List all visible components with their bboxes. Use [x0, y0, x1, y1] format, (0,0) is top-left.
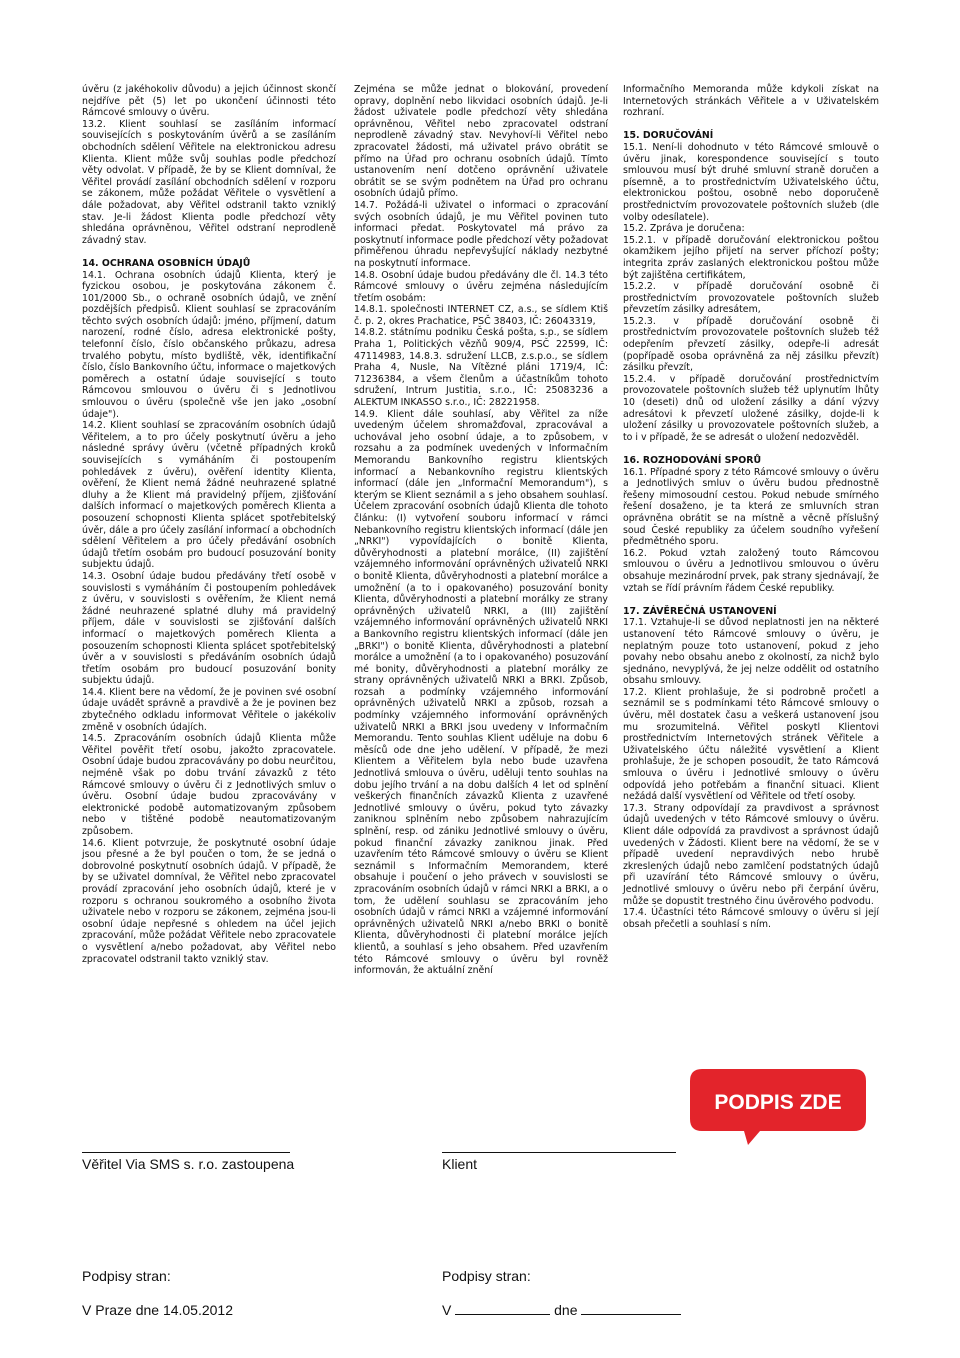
paragraph: 14.8.1. společnosti INTERNET CZ, a.s., se sídlem Ktiš č. p. 2, okres Prachatice, PSČ 38403, IČ: 26043319,	[354, 304, 608, 327]
paragraph: 15.2. Zpráva je doručena:	[623, 223, 745, 235]
paragraph-gap	[623, 119, 879, 131]
right-signatory-name: Klient	[442, 1156, 478, 1172]
left-place-date: V Praze dne 14.05.2012	[82, 1302, 234, 1318]
paragraph: úvěru (z jakéhokoliv důvodu) a jejich účinnost skončí nejdříve pět (5) let po ukončení účinnosti této Rámcové smlouvy o úvěru.	[82, 84, 336, 119]
paragraph: 13.2. Klient souhlasí se zasíláním informací souvisejících s poskytováním úvěrů a se zasíláním obchodních sdělení Věřitele na elektronickou adresu Klienta. Klient může svůj souhlas podle předchozí věty odvolat. V případě, že by se Klient domníval, že Věřitel provádí zasílání obchodních sdělení v rozporu se zákonem, může požádat Věřitele o vysvětlení a dále požadovat, aby Věřitel odstranil takto vzniklý stav. Je-li žádost Klienta podle předchozí věty shledána oprávněnou, Věřitel odstraní neprodleně závadný stav.	[82, 118, 336, 246]
paragraph: 14.5. Zpracováním osobních údajů Klienta může Věřitel pověřit třetí osobu, jakožto zpracovatele. Osobní údaje budou zpracovávány po dobu neurčitou, nejméně však po dobu trvání závazků z této Rámcové smlouvy o úvěru či z Jednotlivých smluv o úvěru. Osobní údaje budou zpracovávány v elektronické podobě automatizovaným způsobem nebo v tištěné podobě neautomatizovaným způsobem.	[82, 733, 337, 837]
paragraph: 17.3. Strany odpovídají za pravdivost a správnost údajů uvedených v této Rámcové smlouvy o úvěru. Klient dále odpovídá za pravdivost a správnost údajů uvedených v Žádosti. Klient bere na vědomí, že se v případě uvedení nepravdivých nebo hrubě zkreslených údajů nebo zamlčení podstatných údajů při uzavírání této Rámcové smlouvy o úvěru, Jednotlivé smlouvy o úvěru nebo při čerpání úvěru, může se dopustit trestného činu úvěrového podvodu.	[623, 802, 879, 907]
section-heading: 14. OCHRANA OSOBNÍCH ÚDAJŮ	[82, 257, 251, 269]
left-signature-line[interactable]	[82, 1152, 290, 1153]
right-signature-heading: Podpisy stran:	[442, 1268, 531, 1284]
paragraph: 15.2.3. v případě doručování osobně či prostřednictvím provozovatele poštovních služeb též odepřením převzetí zásilky, odepře-li adresát (popřípadě osoba oprávněná za něj zásilku převzít) zásilku převzít,	[623, 315, 879, 374]
paragraph: 14.8. Osobní údaje budou předávány dle čl. 14.3 této Rámcové smlouvy o úvěru zejména následujícím třetím osobám:	[354, 269, 608, 304]
date-blank-line[interactable]	[581, 1302, 681, 1315]
paragraph: 15.2.4. v případě doručování prostřednictvím provozovatele poštovních služeb též uplynutím lhůty 10 (deseti) dnů od uložení zásilky a dání výzvy adresátovi k převzetí uložené zásilky, dojde-li k uložení zásilky u provozovatele poštovních služeb, a to i v případě, že se adresát o uložení nedozvěděl.	[623, 373, 879, 443]
paragraph: 17.4. Účastníci této Rámcové smlouvy o úvěru si její obsah přečetli a souhlasí s ním.	[623, 907, 879, 930]
paragraph: 14.2. Klient souhlasí se zpracováním osobních údajů Věřitelem, a to pro účely poskytnutí úvěru a jeho následné správy úvěru (včetně případných kroků souvisejících s vymáháním či postoupením pohledávek z úvěru), ověření identity Klienta, ověření, že Klient nemá žádné neuhrazené splatné dluhy a že Klient má pravidelný příjem, zjišťování dalších informací o majetkových poměrech Klienta a posouzení schopnosti Klienta splácet spotřebitelský úvěr, dále a pro účely zasílání informací a obchodních sdělení Věřitelem a pro účely předávání osobních údajů třetím osobám pro budoucí posuzování bonity subjektu údajů.	[82, 420, 336, 571]
paragraph: 16.1. Případné spory z této Rámcové smlouvy o úvěru a Jednotlivých smluv o úvěru budou přednostně řešeny mimosoudní cestou. Pokud nebude smírného řešení dosaženo, je ta která ze smluvních stran oprávněna obrátit se na místně a věcně příslušný soud České republiky za účelem soudního vyřešení předmětného sporu.	[623, 466, 879, 548]
paragraph: 17.1. Vztahuje-li se důvod neplatnosti jen na některé ustanovení této Rámcové smlouvy o úvěru, je neplatným pouze toto ustanovení, pokud z jeho povahy nebo obsahu anebo z okolností, za nichž bylo sjednáno, nevyplývá, že jej nelze oddělit od ostatního obsahu smlouvy.	[623, 617, 879, 687]
paragraph: 14.7. Požádá-li uživatel o informaci o zpracování svých osobních údajů, je mu Věřitel povinen tuto informaci předat. Poskytovatel má právo za poskytnutí informace podle předchozí věty požadovat přiměřenou úhradu nepřevyšující náklady nezbytné na poskytnutí informace.	[354, 199, 608, 269]
paragraph: Zejména se může jednat o blokování, provedení opravy, doplnění nebo likvidaci osobních údajů. Je-li žádost uživatele podle předchozí věty shledána oprávněnou, Věřitel nebo zpracovatel odstraní neprodleně závadný stav. Nevyhoví-li Věřitel nebo zpracovatel žádosti, má uživatel právo obrátit se přímo na Úřad pro ochranu osobních údajů. Tímto ustanovením není dotčeno oprávnění uživatele obrátit se se svým podnětem na Úřad pro ochranu osobních údajů přímo.	[354, 84, 608, 200]
left-signature-heading: Podpisy stran:	[82, 1268, 171, 1284]
paragraph: 15.2.1. v případě doručování elektronickou poštou okamžikem jejího přijetí na server příchozí pošty; integrita zpráv zaslaných elektronickou poštou může být zajištěna certifikátem,	[623, 234, 879, 281]
paragraph: 14.3. Osobní údaje budou předávány třetí osobě v souvislosti s vymáháním či postoupením pohledávek z úvěru, v souvislosti s ověřením, že Klient nemá žádné neuhrazené splatné dluhy má pravidelný příjem, dále v souvislosti se zjišťování dalších informací o majetkových poměrech Klienta a posouzením schopnosti Klienta splácet spotřebitelský úvěr a v souvislosti s předáváním osobních údajů třetím osobám pro budoucí posuzování bonity subjektu údajů.	[82, 570, 336, 687]
paragraph: 14.8.2. státnímu podniku Česká pošta, s.p., se sídlem Praha 1, Politických vězňů 909/4, PSČ 22599, IČ: 47114983, 14.8.3. sdružení LLCB, z.s.p.o., se sídlem Praha 4, Nusle, Na Vítězné pláni 1719/4, IČ: 71236384, a všem členům a účastníkům tohoto sdružení, Intrum Justitia, s.r.o., IČ: 25083236 a ALEKTUM INKASSO s.r.o., IČ: 28221958.	[354, 327, 608, 409]
paragraph: 15.1. Není-li dohodnuto v této Rámcové smlouvě o úvěru jinak, korespondence související s touto smlouvou musí být druhé smluvní straně doručen a písemně, a to prostřednictvím Uživatelského účtu, elektronickou poštou, osobně nebo doporučeně prostřednictvím provozovatele poštovních služeb (dle volby odesílatele).	[623, 141, 879, 223]
section-heading: 16. ROZHODOVÁNÍ SPORŮ	[623, 455, 762, 466]
paragraph-gap	[82, 246, 336, 258]
paragraph: 14.4. Klient bere na vědomí, že je povinen své osobní údaje uvádět správně a pravdivě a že je povinen bez zbytečného odkladu informovat Věřitele o jakékoliv změně v osobních údajích.	[82, 686, 336, 733]
paragraph: 14.6. Klient potvrzuje, že poskytnuté osobní údaje jsou přesné a že byl poučen o tom, že se jedná o dobrovolné poskytnutí osobních údajů. V případě, že by se uživatel domníval, že Věřitel nebo zpracovatel provádí zpracování jeho osobních údajů, které je v rozporu s ochranou soukromého a osobního života uživatele nebo v rozporu se zákonem, zejména jsou-li osobní údaje nepřesné s ohledem na účel jejich zpracování, může požádat Věřitele nebo zpracovatele o vysvětlení a/nebo požadovat, aby Věřitel nebo zpracovatel odstranil takto vzniklý stav.	[82, 837, 336, 965]
paragraph: 14.9. Klient dále souhlasí, aby Věřitel za níže uvedeným účelem shromažďoval, zpracovával a uchovával jeho osobní údaje, a to způsobem, v rozsahu a za podmínek uvedených v Informačním Memorandu Bankovního registru klientských informací a Nebankovního registru klientských informací (dále jen „Informační Memorandum"), s kterým se Klient seznámil a s jeho obsahem souhlasí. Účelem zpracování osobních údajů Klienta dle tohoto článku: (I) vytvoření souboru informací v rámci Nebankovního registru klientských informací (dále jen „NRKI") vypovídajících o bonitě Klienta, důvěryhodnosti a platební morálce, (II) zajištění vzájemného informování oprávněných uživatelů NRKI o bonitě Klienta, důvěryhodnosti a platební morálce a umožnění (a to i opakovaného) posuzování bonity Klienta, důvěryhodnosti a platební morálky ze strany oprávněných uživatelů NRKI, a (III) zajištění vzájemného informování oprávněných uživatelů NRKI a Bankovního registru klientských informací (dále jen „BRKI") o bonitě Klienta, důvěryhodnosti a platební morálce a umožnění (a to i opakovaného) posuzování mé bonity, důvěryhodnosti a platební morálky ze strany oprávněných uživatelů NRKI a BRKI. Způsob, rozsah a podmínky vzájemného informování oprávněných uživatelů NRKI a způsob, rozsah a podmínky vzájemného informování oprávněných uživatelů NRKI a BRKI jsou uvedeny v Informačním Memorandu. Tento souhlas Klient uděluje na dobu 6 měsíců ode dne jeho udělení. V případě, že mezi Klientem a Věřitelem byla nebo bude uzavřena Jednotlivá smlouva o úvěru, uděluji tento souhlas na dobu jejího trvání a na dobu dalších 4 let od splnění veškerých finančních závazků Klienta z uzavřené Jednotlivé smlouvy o úvěru, pokud tyto závazky zaniknou splněním nebo způsobem nahrazujícím splnění, resp. od zániku Jednotlivé smlouvy o úvěru, pokud finanční závazky zaniknou jinak. Před uzavřením této Rámcové smlouvy o úvěru se Klient seznámil s Informačním Memorandem, které obsahuje i poučení o jeho právech v souvislosti se zpracováním osobních údajů v rámci NRKI a BRKI, a o tom, že udělení souhlasu se zpracováním jeho osobních údajů v rámci NRKI a vzájemné informování oprávněných uživatelů NRKI a/nebo BRKI o bonitě Klienta, důvěryhodnosti či platební morálce jejích klientů, a souhlasí s jeho obsahem. Před uzavřením této Rámcové smlouvy o úvěru byl rovněž informován, že aktuální znění	[354, 408, 608, 977]
paragraph: 15.2.2. v případě doručování osobně či prostřednictvím provozovatele poštovních služeb převzetím zásilky adresátem,	[623, 281, 879, 316]
text-column-left	[82, 84, 336, 965]
right-signature-line[interactable]	[442, 1152, 676, 1153]
right-place-prefix: V	[442, 1302, 452, 1318]
sign-here-stamp[interactable]	[652, 1035, 888, 1175]
section-heading: 15. DORUČOVÁNÍ	[623, 130, 714, 142]
left-signatory-name: Věřitel Via SMS s. r.o. zastoupena	[82, 1156, 295, 1172]
text-column-middle	[354, 84, 608, 977]
right-place-date[interactable]	[442, 1302, 681, 1318]
text-column-right	[623, 84, 879, 930]
stamp-label: PODPIS ZDE	[714, 1091, 842, 1114]
paragraph-gap	[623, 594, 879, 606]
right-date-word: dne	[554, 1302, 578, 1318]
section-heading: 17. ZÁVĚREČNÁ USTANOVENÍ	[623, 605, 777, 617]
paragraph: 16.2. Pokud vztah založený touto Rámcovou smlouvou o úvěru a Jednotlivou smlouvou o úvěru obsahuje mezinárodní prvek, pak strany sjednávají, že vztah se řídí právním řádem České republiky.	[623, 547, 879, 594]
paragraph-gap	[623, 443, 879, 455]
place-blank-line[interactable]	[455, 1302, 550, 1315]
paragraph: Informačního Memoranda může kdykoli získat na Internetových stránkách Věřitele a v Uživatelském rozhraní.	[623, 84, 879, 119]
paragraph: 17.2. Klient prohlašuje, že si podrobně pročetl a seznámil se s podmínkami této Rámcové smlouvy o úvěru, měl dostatek času a veškerá ustanovení jsou mu srozumitelná. Věřitel poskytl Klientovi prostřednictvím Internetových stránek Věřitele a Uživatelského účtu náležité vysvětlení a Klient prohlašuje, že je schopen posoudit, že tato Rámcová smlouva o úvěru i Jednotlivé smlouvy o úvěru odpovídá jeho potřebám a finanční situaci. Klient nežádá další vysvětlení od Věřitele od třetí osoby.	[623, 686, 879, 803]
paragraph: 14.1. Ochrana osobních údajů Klienta, který je fyzickou osobou, je poskytována zákonem č. 101/2000 Sb., o ochraně osobních údajů, ve znění pozdějších předpisů. Klient souhlasí se zpracováním těchto svých osobních údajů: jméno, příjmení, datum narození, rodné číslo, adresa elektronické pošty, telefonní číslo, číslo občanského průkazu, adresa trvalého pobytu, místo bydliště, věk, identifikační číslo, číslo Bankovního účtu, informace o majetkových poměrech a ostatní údaje související s touto Rámcovou smlouvou o úvěru či s Jednotlivou smlouvou o úvěru (společně vše jen jako „osobní údaje").	[82, 269, 336, 420]
